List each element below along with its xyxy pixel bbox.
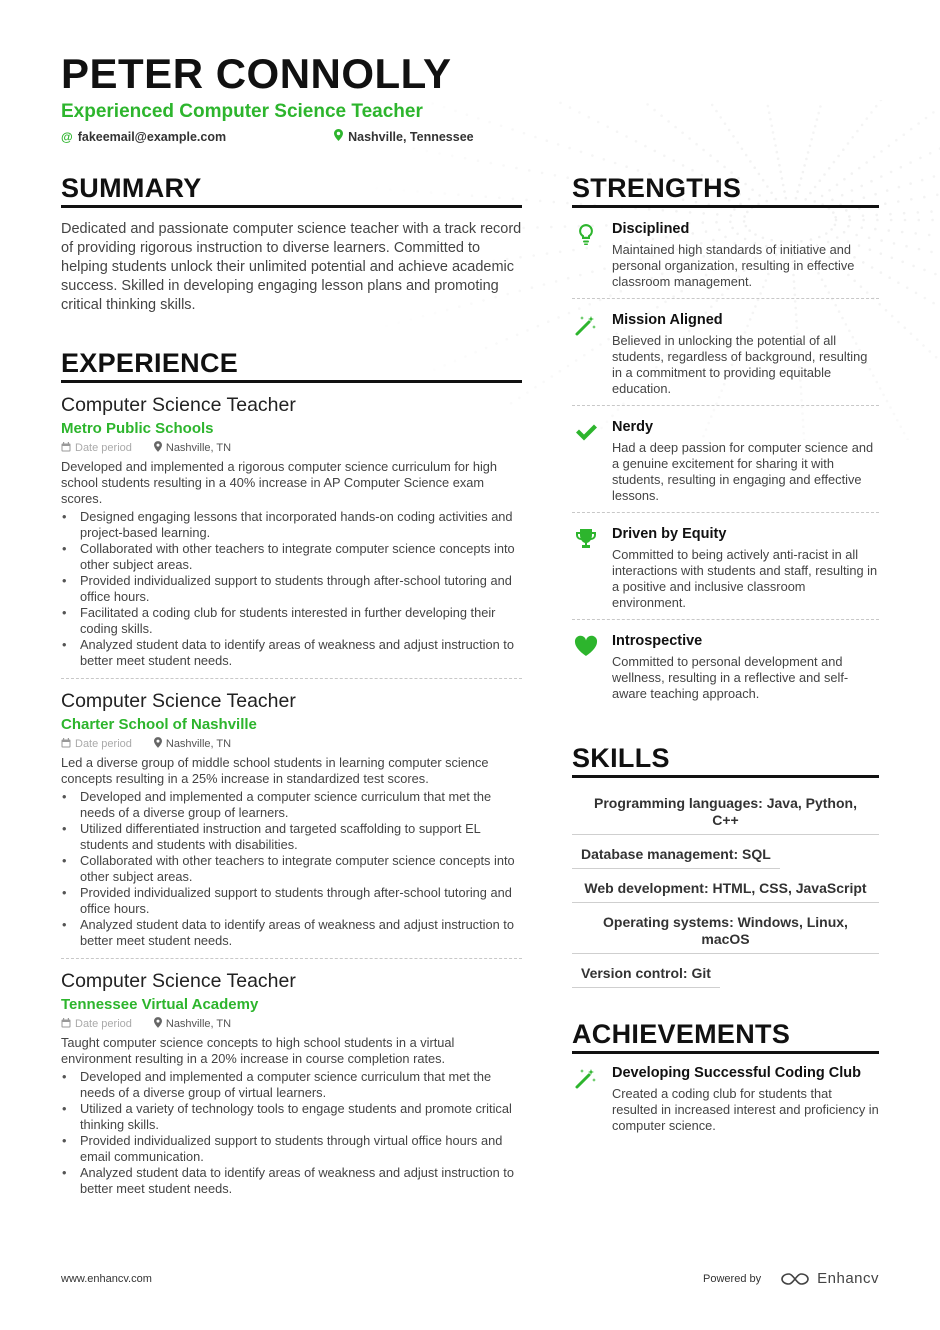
job-description: Taught computer science concepts to high school students in a virtual environment resulting in a 20% increase in course completion rates. — [61, 1035, 455, 1066]
bullet-item: • Analyzed student data to identify areas of weakness and adjust instruction to better meet student needs. — [61, 637, 522, 669]
achievement-description: Created a coding club for students that resulted in increased interest and proficiency in computer science. — [612, 1086, 879, 1133]
powered-by — [703, 1270, 879, 1287]
job-meta — [61, 441, 522, 455]
strength-body — [612, 220, 879, 290]
bullet-item: • Analyzed student data to identify areas of weakness and adjust instruction to better meet student needs. — [61, 1165, 522, 1197]
skills-list — [572, 784, 879, 988]
bullet-item: • Provided individualized support to students through after-school tutoring and office hours. — [61, 573, 522, 605]
job-location: Nashville, TN — [165, 738, 232, 750]
strengths-section — [572, 172, 879, 710]
strength-body — [612, 525, 879, 611]
achievement-title: Developing Successful Coding Club — [612, 1065, 861, 1081]
location-pin-icon — [154, 441, 162, 455]
candidate-name: PETER CONNOLLY — [61, 50, 452, 97]
location-pin-icon — [334, 129, 343, 144]
achievements-section — [572, 1018, 879, 1134]
magic-wand-icon — [572, 311, 612, 397]
job-bullets — [61, 789, 522, 949]
strength-title: Driven by Equity — [612, 526, 727, 542]
bullet-item: • Facilitated a coding club for students interested in further developing their coding skills. — [61, 605, 522, 637]
calendar-icon — [61, 738, 71, 751]
skill-item: Web development: HTML, CSS, JavaScript — [572, 869, 879, 903]
achievement-item — [572, 1054, 879, 1134]
strength-item — [572, 620, 879, 710]
strength-title: Nerdy — [612, 419, 654, 435]
email-text: fakeemail@example.com — [77, 129, 227, 144]
calendar-icon — [61, 442, 71, 455]
job-meta — [61, 737, 522, 751]
strength-title: Mission Aligned — [612, 312, 723, 328]
strength-description: Committed to personal development and wellness, resulting in a reflective and self-aware teaching approach. — [612, 654, 849, 701]
company-name: Metro Public Schools — [61, 420, 214, 437]
location-contact — [334, 129, 474, 144]
trophy-icon — [572, 525, 612, 611]
job-description: Led a diverse group of middle school students in learning computer science concepts resulting in a 25% increase in standardized test scores. — [61, 755, 489, 786]
strength-description: Had a deep passion for computer science and a genuine excitement for sharing it with students, resulting in engaging and effective lessons. — [612, 440, 874, 503]
bullet-item: • Developed and implemented a computer science curriculum that met the needs of a diverse group of learners. — [61, 789, 522, 821]
skill-item: Version control: Git — [572, 954, 720, 988]
brand-name: Enhancv — [817, 1270, 879, 1287]
magic-wand-icon — [572, 1064, 612, 1134]
resume-header — [61, 50, 881, 144]
strength-title: Disciplined — [612, 221, 690, 237]
skill-item: Operating systems: Windows, Linux, macOS — [572, 903, 879, 954]
experience-heading: EXPERIENCE — [61, 347, 522, 383]
strength-body — [612, 418, 879, 504]
strengths-heading: STRENGTHS — [572, 172, 879, 208]
job-title: Computer Science Teacher — [61, 394, 296, 416]
skill-item: Programming languages: Java, Python, C++ — [572, 784, 879, 835]
page-footer — [61, 1270, 879, 1287]
strengths-list — [572, 208, 879, 710]
job-bullets — [61, 509, 522, 669]
location-pin-icon — [154, 1017, 162, 1031]
bullet-item: • Provided individualized support to students through after-school tutoring and office hours. — [61, 885, 522, 917]
job-entry — [61, 959, 522, 1206]
job-title: Computer Science Teacher — [61, 970, 296, 992]
location-text: Nashville, Tennessee — [348, 129, 474, 144]
strength-item — [572, 299, 879, 406]
achievements-heading: ACHIEVEMENTS — [572, 1018, 879, 1054]
skills-section — [572, 742, 879, 988]
strength-item — [572, 406, 879, 513]
experience-section — [61, 347, 522, 1206]
contact-info — [61, 129, 881, 144]
candidate-title: Experienced Computer Science Teacher — [61, 101, 423, 122]
job-meta — [61, 1017, 522, 1031]
skills-heading: SKILLS — [572, 742, 879, 778]
summary-section — [61, 172, 522, 315]
strength-body — [612, 311, 879, 397]
right-column — [572, 172, 879, 1134]
job-location: Nashville, TN — [165, 1018, 232, 1030]
email-contact[interactable] — [61, 129, 226, 144]
powered-by-label: Powered by — [703, 1272, 762, 1285]
job-entry — [61, 383, 522, 679]
bullet-item: • Developed and implemented a computer science curriculum that met the needs of a diverse group of virtual learners. — [61, 1069, 522, 1101]
company-name: Tennessee Virtual Academy — [61, 996, 259, 1013]
job-location: Nashville, TN — [165, 442, 232, 454]
summary-text: Dedicated and passionate computer science teacher with a track record of providing rigorous instruction to diverse learners. Committed to helping students unlock their unlimited potential and achieve academic success. Skilled in developing engaging lesson plans and promoting critical thinking skills. — [61, 221, 522, 313]
bullet-item: • Utilized a variety of technology tools to engage students and promote critical thinking skills. — [61, 1101, 522, 1133]
bullet-item: • Designed engaging lessons that incorporated hands-on coding activities and project-based learning. — [61, 509, 522, 541]
footer-website-link[interactable]: www.enhancv.com — [61, 1272, 152, 1285]
bullet-item: • Utilized differentiated instruction and targeted scaffolding to support EL students and students with disabilities. — [61, 821, 522, 853]
date-period: Date period — [75, 442, 132, 454]
bullet-item: • Analyzed student data to identify areas of weakness and adjust instruction to better meet student needs. — [61, 917, 522, 949]
job-title: Computer Science Teacher — [61, 690, 296, 712]
left-column — [61, 172, 522, 1206]
bullet-item: • Provided individualized support to students through virtual office hours and email communication. — [61, 1133, 522, 1165]
strength-body — [612, 632, 879, 702]
location-pin-icon — [154, 737, 162, 751]
summary-heading: SUMMARY — [61, 172, 522, 208]
strength-item — [572, 513, 879, 620]
skill-item: Database management: SQL — [572, 835, 780, 869]
brand-logo[interactable] — [779, 1270, 879, 1287]
lightbulb-icon — [572, 220, 612, 290]
checkmark-icon — [572, 418, 612, 504]
at-sign-icon: @ — [61, 129, 73, 144]
date-period: Date period — [75, 1018, 132, 1030]
job-bullets — [61, 1069, 522, 1197]
company-name: Charter School of Nashville — [61, 716, 257, 733]
strength-title: Introspective — [612, 633, 703, 649]
strength-description: Maintained high standards of initiative and personal organization, resulting in effective classroom management. — [612, 242, 855, 289]
calendar-icon — [61, 1018, 71, 1031]
strength-item — [572, 208, 879, 299]
date-period: Date period — [75, 738, 132, 750]
strength-description: Believed in unlocking the potential of all students, regardless of background, resulting in a commitment to providing equitable education. — [612, 333, 868, 396]
bullet-item: • Collaborated with other teachers to integrate computer science concepts into other subject areas. — [61, 541, 522, 573]
job-entry — [61, 679, 522, 959]
enhancv-logo-icon — [779, 1271, 811, 1287]
experience-list — [61, 383, 522, 1206]
achievement-body — [612, 1064, 879, 1134]
heart-icon — [572, 632, 612, 702]
strength-description: Committed to being actively anti-racist in all interactions with students and staff, resulting in a positive and inclusive classroom environment. — [612, 547, 878, 610]
job-description: Developed and implemented a rigorous computer science curriculum for high school students resulting in a 40% increase in AP Computer Science exam scores. — [61, 459, 498, 506]
bullet-item: • Collaborated with other teachers to integrate computer science concepts into other subject areas. — [61, 853, 522, 885]
